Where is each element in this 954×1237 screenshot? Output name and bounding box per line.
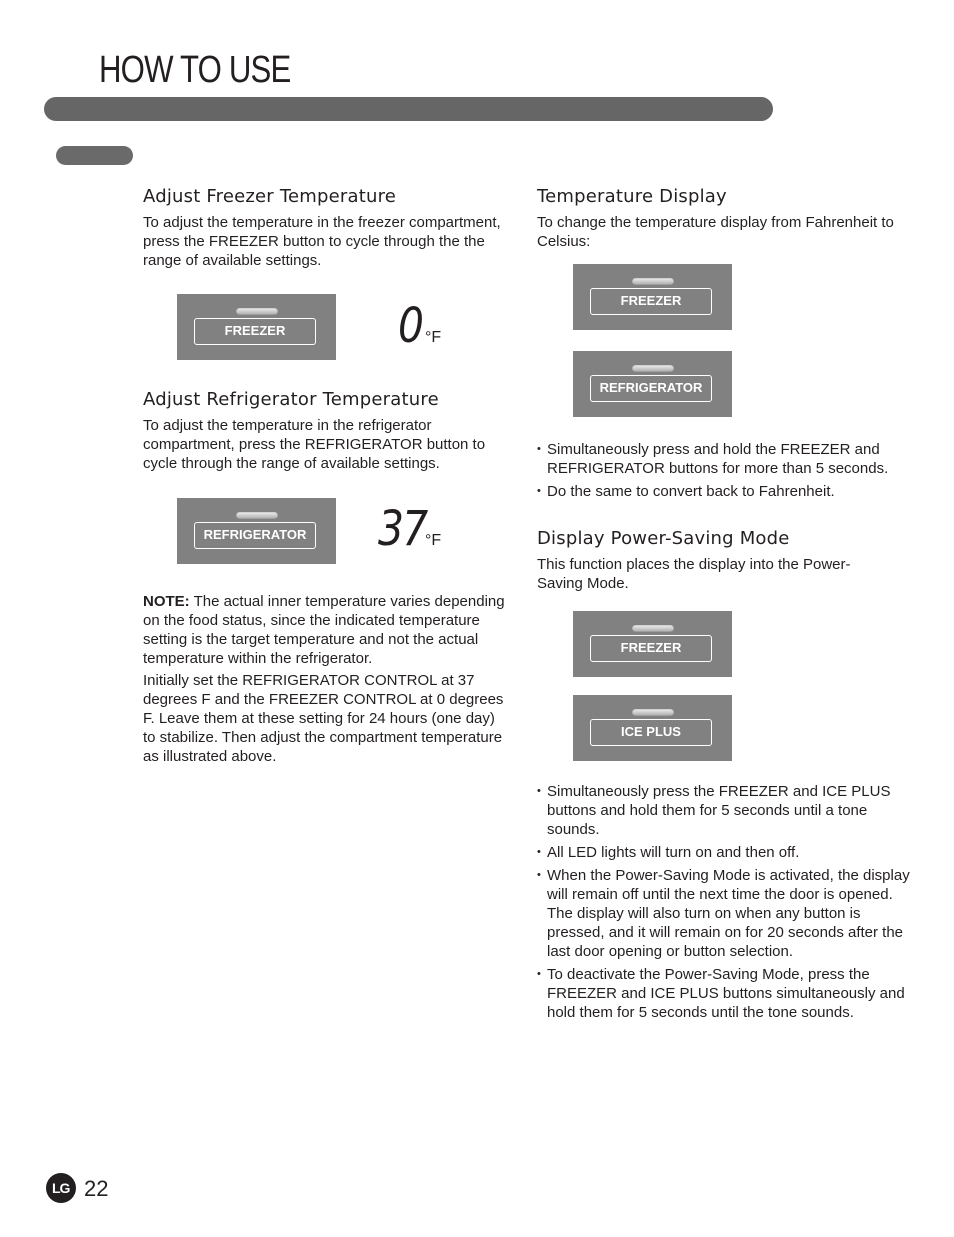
power-saving-freezer-panel bbox=[573, 611, 732, 677]
page-title: HOW TO USE bbox=[99, 49, 291, 91]
refrigerator-heading: Adjust Refrigerator Temperature bbox=[143, 389, 439, 410]
refrigerator-temp-readout: 37 bbox=[378, 501, 427, 557]
power-saving-text: This function places the display into the Power-Saving Mode. bbox=[537, 556, 851, 592]
note-text: The actual inner temperature varies depending on the food status, since the indicated temperature setting is the target temperature and not the actual temperature within the refrigerator. bbox=[143, 593, 505, 667]
freezer-button[interactable]: FREEZER bbox=[194, 318, 316, 345]
temp-display-freezer-led bbox=[632, 278, 674, 285]
lg-logo bbox=[46, 1173, 76, 1203]
freezer-text: To adjust the temperature in the freezer compartment, press the FREEZER button to cycle through the the range of available settings. bbox=[143, 214, 501, 269]
section-tag bbox=[56, 146, 133, 165]
refrigerator-led bbox=[236, 512, 278, 519]
note-paragraph bbox=[143, 592, 511, 668]
temp-display-freezer-button[interactable]: FREEZER bbox=[590, 288, 712, 315]
freezer-heading: Adjust Freezer Temperature bbox=[143, 186, 397, 207]
page-number: 22 bbox=[84, 1176, 109, 1201]
refrigerator-text: To adjust the temperature in the refrigerator compartment, press the REFRIGERATOR button to cycle through the range of available settings. bbox=[143, 417, 486, 472]
list-item: • Simultaneously press the FREEZER and ICE PLUS buttons and hold them for 5 seconds until a tone sounds. bbox=[537, 782, 912, 839]
list-item: • All LED lights will turn on and then off. bbox=[537, 843, 912, 862]
ice-plus-button[interactable]: ICE PLUS bbox=[590, 719, 712, 746]
power-saving-heading: Display Power-Saving Mode bbox=[537, 528, 790, 549]
temp-display-heading: Temperature Display bbox=[537, 186, 727, 207]
freezer-control-panel bbox=[177, 294, 336, 360]
refrigerator-control-panel bbox=[177, 498, 336, 564]
note-label: NOTE: bbox=[143, 593, 190, 610]
list-item: • When the Power-Saving Mode is activated, the display will remain off until the next time the door is opened. The display will also turn on when any button is pressed, and it will remain on for 20 seconds after the last door opening or button selection. bbox=[537, 866, 912, 961]
temp-display-refrigerator-button[interactable]: REFRIGERATOR bbox=[590, 375, 712, 402]
logo-text: LG bbox=[52, 1180, 70, 1196]
temp-display-refrigerator-led bbox=[632, 365, 674, 372]
list-item: • Simultaneously press and hold the FREEZER and REFRIGERATOR buttons for more than 5 seconds. bbox=[537, 440, 912, 478]
list-item: • Do the same to convert back to Fahrenheit. bbox=[537, 482, 912, 501]
power-saving-bullets bbox=[537, 782, 912, 1026]
freezer-temp-unit: °F bbox=[425, 329, 442, 346]
power-saving-freezer-led bbox=[632, 625, 674, 632]
power-saving-ice-plus-panel bbox=[573, 695, 732, 761]
header-bar bbox=[44, 97, 773, 121]
refrigerator-temp-unit: °F bbox=[425, 532, 442, 549]
ice-plus-led bbox=[632, 709, 674, 716]
temp-display-text: To change the temperature display from Fahrenheit to Celsius: bbox=[537, 214, 894, 250]
temp-display-refrigerator-panel bbox=[573, 351, 732, 417]
freezer-led bbox=[236, 308, 278, 315]
temp-display-freezer-panel bbox=[573, 264, 732, 330]
list-item: • To deactivate the Power-Saving Mode, press the FREEZER and ICE PLUS buttons simultaneously and hold them for 5 seconds until the tone sounds. bbox=[537, 965, 912, 1022]
refrigerator-button[interactable]: REFRIGERATOR bbox=[194, 522, 316, 549]
power-saving-freezer-button[interactable]: FREEZER bbox=[590, 635, 712, 662]
temp-display-bullets bbox=[537, 440, 912, 505]
initial-setting-text: Initially set the REFRIGERATOR CONTROL at 37 degrees F and the FREEZER CONTROL at 0 degrees F. Leave them at these setting for 24 hours (one day) to stabilize. Then adjust the compartment temperature as illustrated above. bbox=[143, 672, 504, 765]
freezer-temp-readout: 0 bbox=[398, 298, 423, 354]
